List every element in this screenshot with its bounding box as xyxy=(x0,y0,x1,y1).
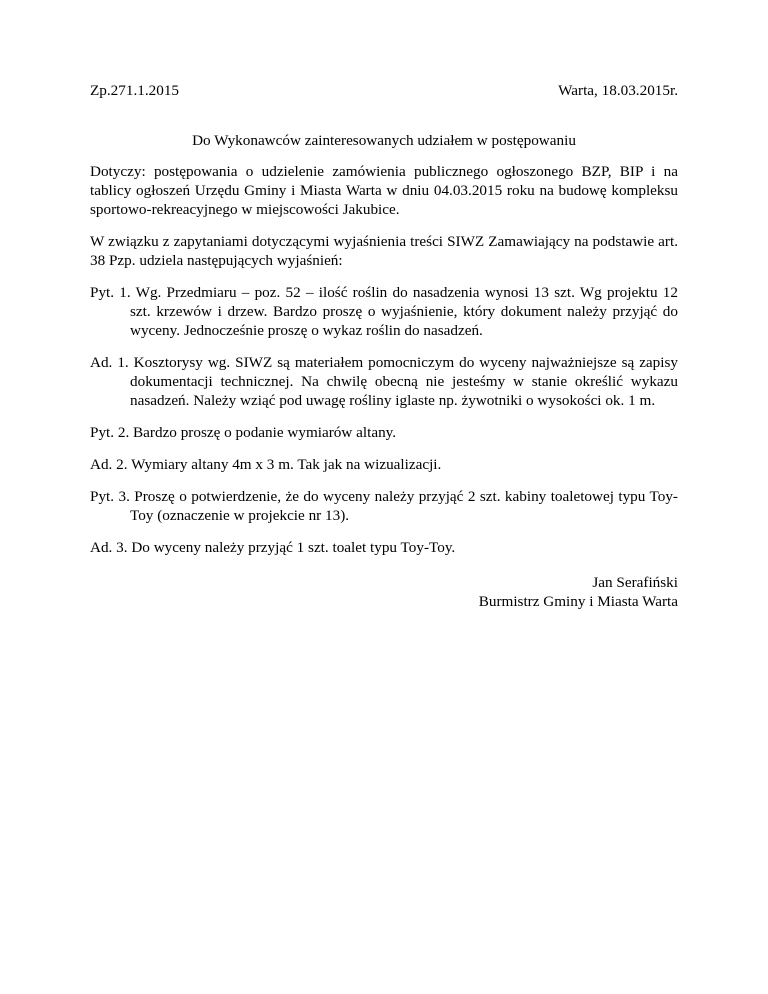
question-2: Pyt. 2. Bardzo proszę o podanie wymiarów altany. xyxy=(90,424,397,441)
question-1: Pyt. 1. Wg. Przedmiaru – poz. 52 – ilość roślin do nasadzenia wynosi 13 szt. Wg projektu 12 szt. krzewów i drzew. Bardzo proszę o wyjaśnienie, który dokument należy przyjąć do wyceny. Jednocześnie proszę o wykaz roślin do nasadzeń. xyxy=(90,284,678,339)
signatory-title: Burmistrz Gminy i Miasta Warta xyxy=(478,593,678,610)
answer-3: Ad. 3. Do wyceny należy przyjąć 1 szt. toalet typu Toy-Toy. xyxy=(90,539,456,556)
subject-paragraph: Dotyczy: postępowania o udzielenie zamówienia publicznego ogłoszonego BZP, BIP i na tablicy ogłoszeń Urzędu Gminy i Miasta Warta w dniu 04.03.2015 roku na budowę kompleksu sportowo-rekreacyjnego w miejscowości Jakubice. xyxy=(90,163,678,218)
question-3: Pyt. 3. Proszę o potwierdzenie, że do wyceny należy przyjąć 2 szt. kabiny toaletowej typu Toy-Toy (oznaczenie w projekcie nr 13). xyxy=(90,488,678,524)
signatory-name: Jan Serafiński xyxy=(592,574,678,591)
reference-number: Zp.271.1.2015 xyxy=(90,82,180,99)
answer-1: Ad. 1. Kosztorysy wg. SIWZ są materiałem pomocniczym do wyceny najważniejsze są zapisy dokumentacji technicznej. Na chwilę obecną nie jesteśmy w stanie określić wykazu nasadzeń. Należy wziąć pod uwagę rośliny iglaste np. żywotniki o wysokości ok. 1 m. xyxy=(90,354,678,409)
place-and-date: Warta, 18.03.2015r. xyxy=(558,82,678,99)
intro-paragraph: W związku z zapytaniami dotyczącymi wyjaśnienia treści SIWZ Zamawiający na podstawie art. 38 Pzp. udziela następujących wyjaśnień: xyxy=(90,233,678,269)
answer-2: Ad. 2. Wymiary altany 4m x 3 m. Tak jak na wizualizacji. xyxy=(90,456,442,473)
document-body xyxy=(90,162,678,570)
document-header xyxy=(90,81,678,101)
addressee-line: Do Wykonawców zainteresowanych udziałem w postępowaniu xyxy=(192,132,576,149)
signature-block xyxy=(479,573,678,611)
